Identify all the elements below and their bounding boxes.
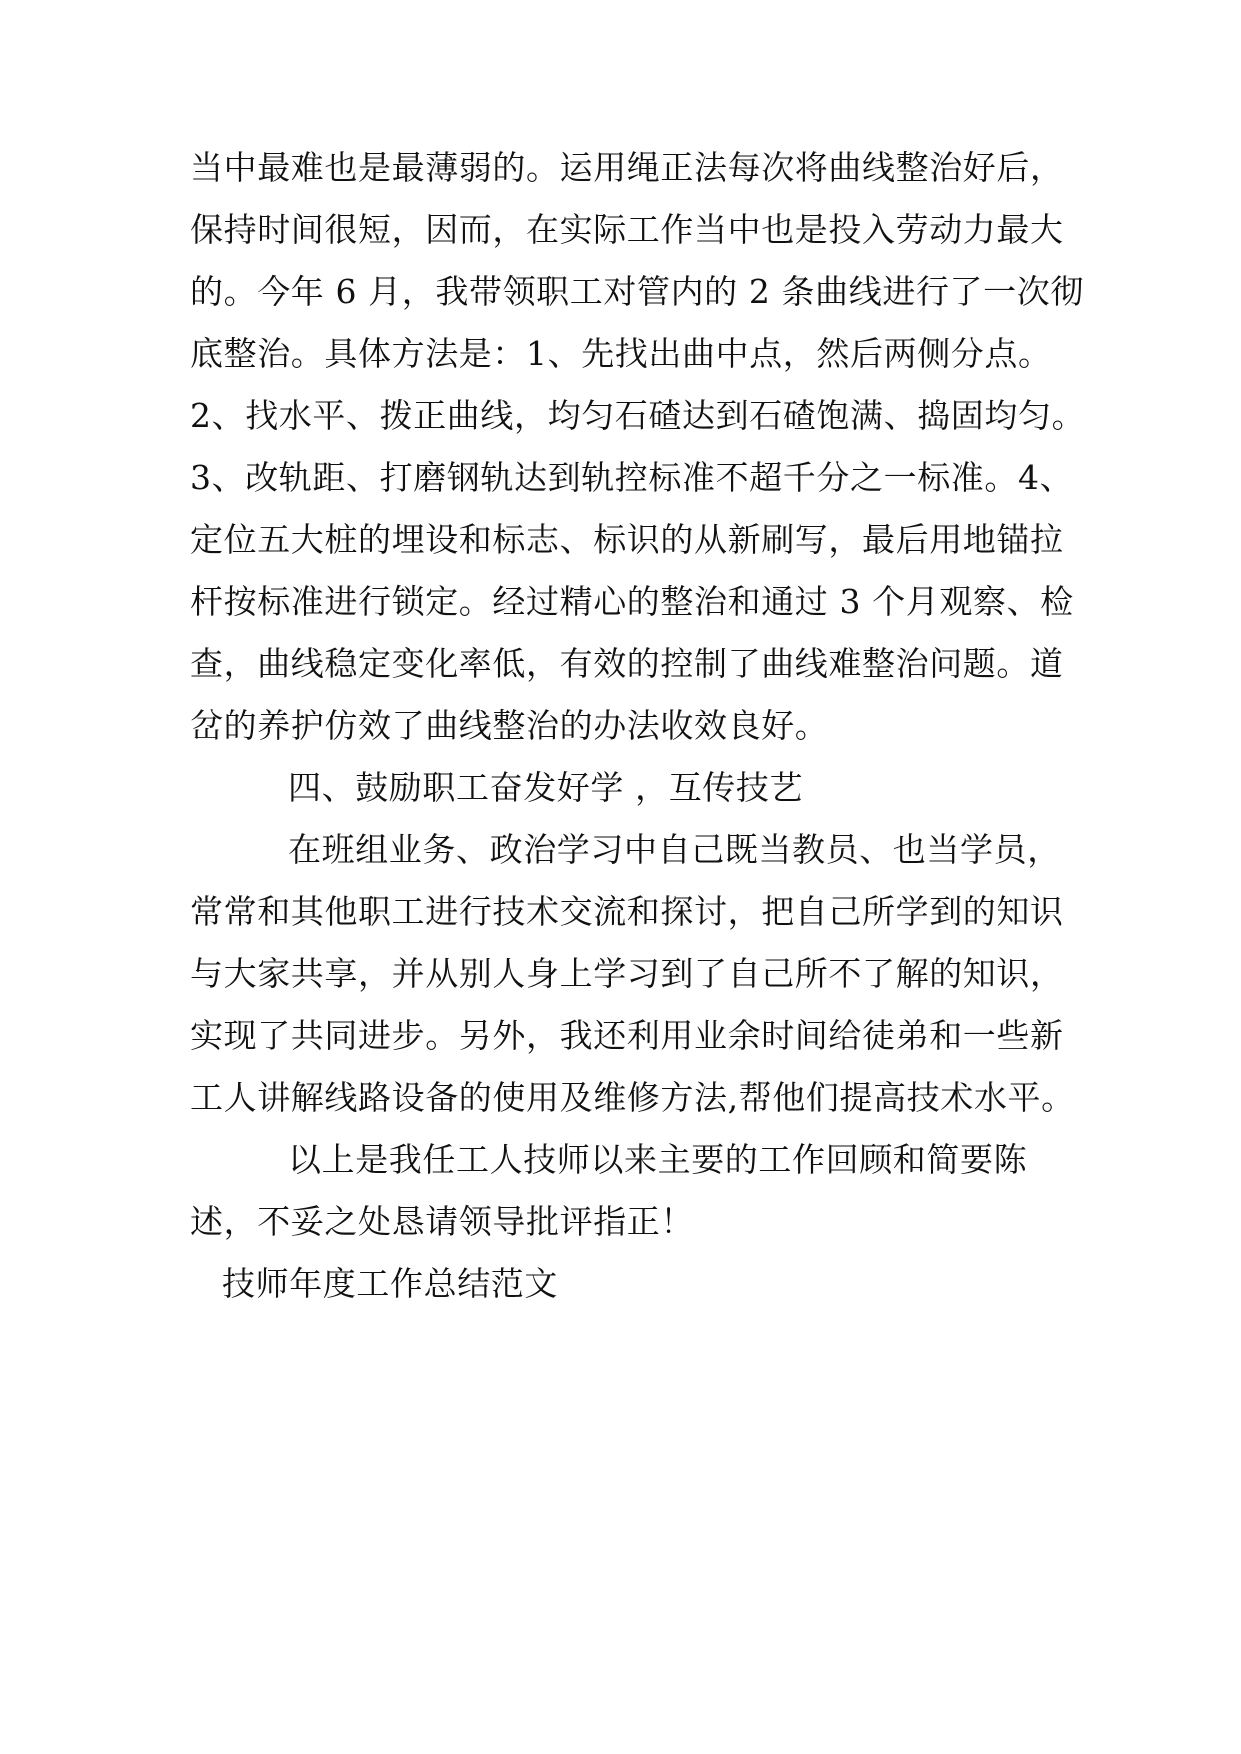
paragraph-line-8: 杆按标准进行锁定。经过精心的整治和通过 3 个月观察、检 (190, 582, 1074, 621)
paragraph-line-5: 2、找水平、拨正曲线，均匀石碴达到石碴饱满、捣固均匀。 (190, 396, 1086, 435)
paragraph-line-16: 以上是我任工人技师以来主要的工作回顾和简要陈 (288, 1140, 1028, 1179)
paragraph-line-15: 工人讲解线路设备的使用及维修方法,帮他们提高技术水平。 (190, 1078, 1075, 1117)
paragraph-line-12: 常常和其他职工进行技术交流和探讨，把自己所学到的知识 (190, 892, 1064, 931)
paragraph-line-2: 保持时间很短，因而，在实际工作当中也是投入劳动力最大 (190, 210, 1064, 249)
paragraph-line-14: 实现了共同进步。另外，我还利用业余时间给徒弟和一些新 (190, 1016, 1064, 1055)
section-heading: 四、鼓励职工奋发好学 ，互传技艺 (288, 768, 804, 807)
paragraph-line-1: 当中最难也是最薄弱的。运用绳正法每次将曲线整治好后， (190, 148, 1064, 187)
paragraph-line-6: 3、改轨距、打磨钢轨达到轨控标准不超千分之一标准。4、 (190, 458, 1074, 497)
paragraph-line-17: 述，不妥之处恳请领导批评指正！ (190, 1202, 694, 1241)
paragraph-line-10: 岔的养护仿效了曲线整治的办法收效良好。 (190, 706, 829, 745)
document-footer-title: 技师年度工作总结范文 (222, 1264, 558, 1303)
paragraph-line-11: 在班组业务、政治学习中自己既当教员、也当学员， (288, 830, 1061, 869)
paragraph-line-13: 与大家共享，并从别人身上学习到了自己所不了解的知识， (190, 954, 1064, 993)
paragraph-line-3: 的。今年 6 月，我带领职工对管内的 2 条曲线进行了一次彻 (190, 272, 1084, 311)
paragraph-line-9: 查，曲线稳定变化率低，有效的控制了曲线难整治问题。道 (190, 644, 1064, 683)
paragraph-line-4: 底整治。具体方法是：1、先找出曲中点，然后两侧分点。 (190, 334, 1052, 373)
paragraph-line-7: 定位五大桩的埋设和标志、标识的从新刷写，最后用地锚拉 (190, 520, 1064, 559)
